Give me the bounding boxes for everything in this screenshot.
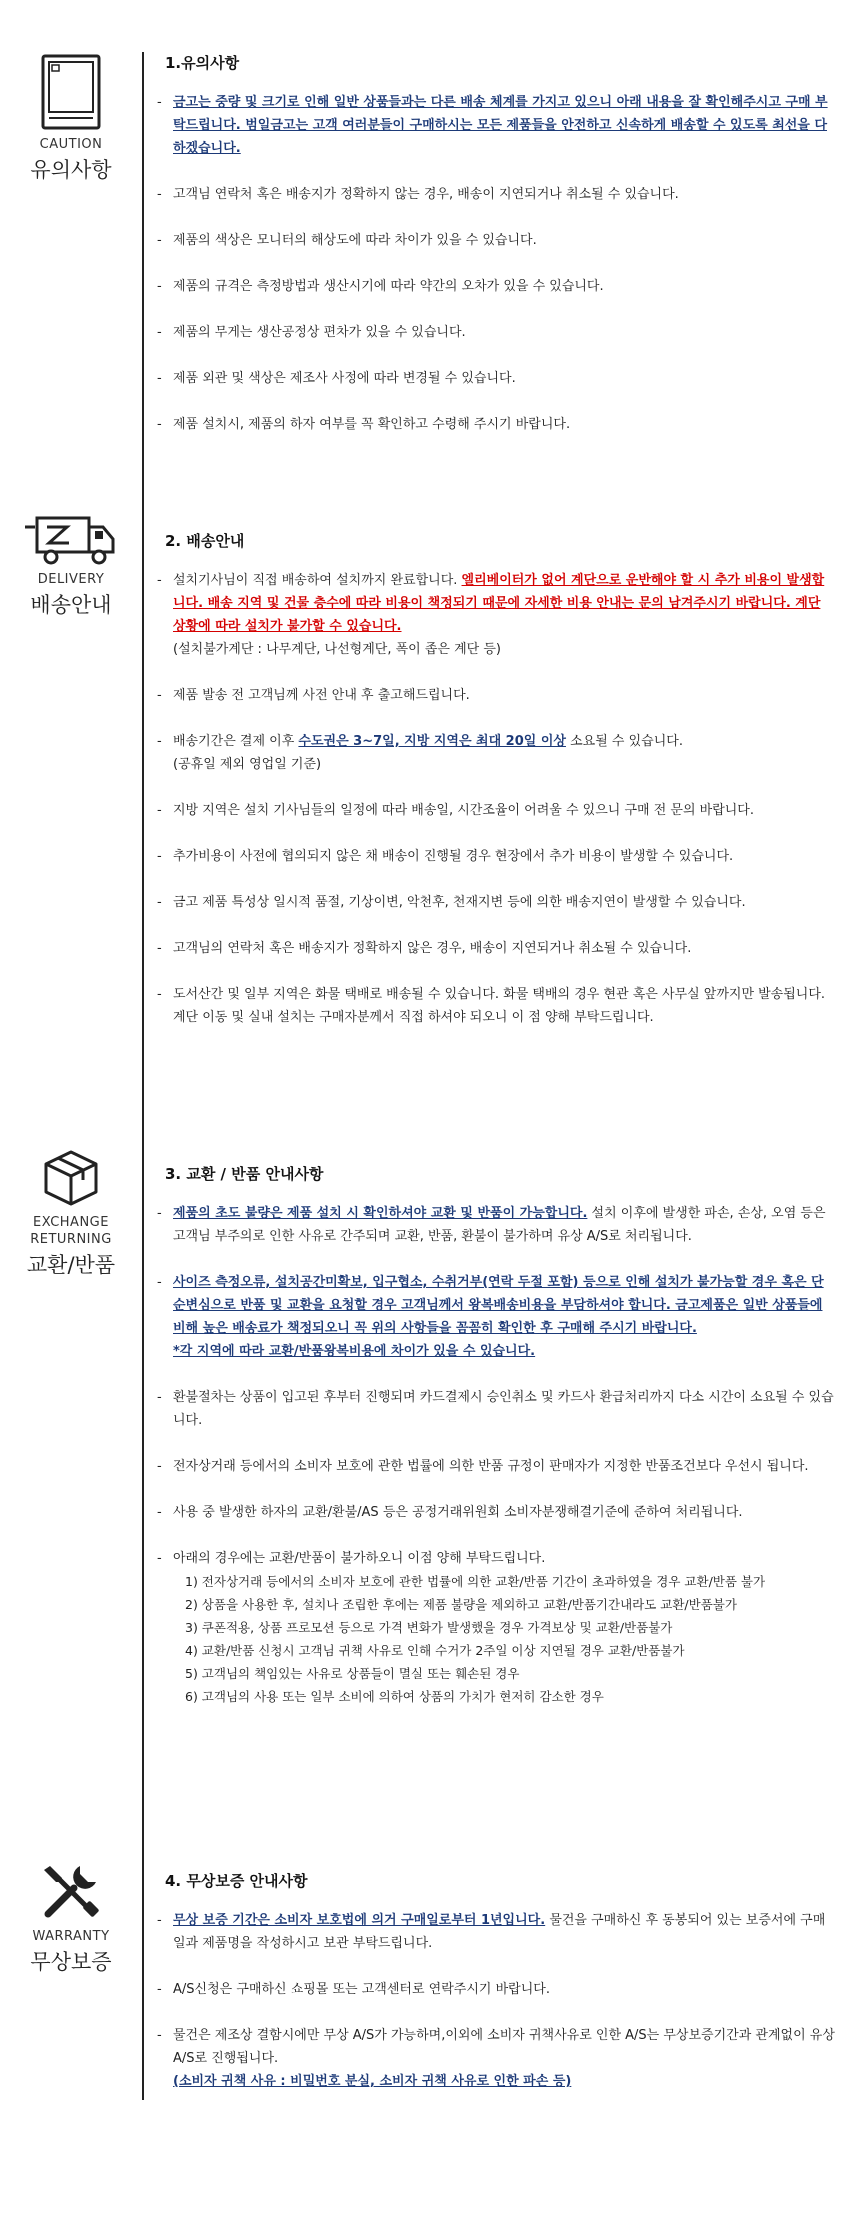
safe-icon bbox=[40, 54, 102, 130]
list-item: 1) 전자상거래 등에서의 소비자 보호에 관한 법률에 의한 교환/반품 기간이 초과하였을 경우 교환/반품 불가 bbox=[185, 1574, 766, 1589]
caution-title: 1.유의사항 bbox=[165, 54, 240, 72]
delivery-label-en: DELIVERY bbox=[37, 572, 105, 587]
list-item: - 물건은 제조상 결함시에만 무상 A/S가 가능하며,이외에 소비자 귀책사유로 인한 A/S는 무상보증기간과 관계없이 유상 A/S로 진행됩니다. (소비자 귀책 사유 : 비밀번호 분실, 소비자 귀책 사유로 인한 파손 등) bbox=[155, 2024, 835, 2093]
list-item: 6) 고객님의 사용 또는 일부 소비에 의하여 상품의 가치가 현저히 감소한 경우 bbox=[185, 1689, 604, 1704]
list-item: - 무상 보증 기간은 소비자 보호법에 의거 구매일로부터 1년입니다. 물건을 구매하신 후 동봉되어 있는 보증서에 구매일과 제품명을 작성하시고 보관 부탁드립니다. bbox=[155, 1909, 835, 1955]
list-item: - 고객님 연락처 혹은 배송지가 정확하지 않는 경우, 배송이 지연되거나 취소될 수 있습니다. bbox=[155, 183, 835, 206]
warranty-label-en: WARRANTY bbox=[32, 1929, 110, 1944]
list-item: 5) 고객님의 책임있는 사유로 상품들이 멸실 또는 훼손된 경우 bbox=[185, 1666, 520, 1681]
exchange-label-en2: RETURNING bbox=[30, 1232, 112, 1247]
divider-line bbox=[142, 52, 144, 2100]
delivery-label-ko: 배송안내 bbox=[30, 593, 112, 617]
truck-icon bbox=[25, 515, 117, 565]
list-item: - 추가비용이 사전에 협의되지 않은 채 배송이 진행될 경우 현장에서 추가 비용이 발생할 수 있습니다. bbox=[155, 845, 835, 868]
exchange-label-en1: EXCHANGE bbox=[33, 1215, 109, 1230]
warranty-title: 4. 무상보증 안내사항 bbox=[165, 1872, 308, 1890]
warranty-section bbox=[155, 1870, 835, 2116]
list-item: - 사이즈 측정오류, 설치공간미확보, 입구협소, 수취거부(연락 두절 포함) 등으로 인해 설치가 불가능할 경우 혹은 단순변심으로 반품 및 교환을 요청할 경우 고객님께서 왕복배송비용을 부담하셔야 합니다. 금고제품은 일반 상품들에 비해 높은 배송료가 책정되오니 꼭 위의 사항들을 꼼꼼히 확인한 후 구매해 주시기 바랍니다. *각 지역에 따라 교환/반품왕복비용에 차이가 있을 수 있습니다. bbox=[155, 1271, 835, 1363]
list-item: - 환불절차는 상품이 입고된 후부터 진행되며 카드결제시 승인취소 및 카드사 환급처리까지 다소 시간이 소요될 수 있습니다. bbox=[155, 1386, 835, 1432]
list-item: - 설치기사님이 직접 배송하여 설치까지 완료합니다. 엘리베이터가 없어 계단으로 운반해야 할 시 추가 비용이 발생합니다. 배송 지역 및 건물 층수에 따라 비용이 책정되기 때문에 자세한 비용 안내는 문의 남겨주시기 바랍니다. 계단 상황에 따라 설치가 불가할 수 있습니다. (설치불가계단 : 나무계단, 나선형계단, 폭이 좁은 계단 등) bbox=[155, 569, 835, 661]
exchange-side bbox=[0, 1148, 142, 1278]
list-item: - 아래의 경우에는 교환/반품이 불가하오니 이점 양해 부탁드립니다. 1) 전자상거래 등에서의 소비자 보호에 관한 법률에 의한 교환/반품 기간이 초과하였을 경우 교환/반품 불가 2) 상품을 사용한 후, 설치나 조립한 후에는 제품 불량을 제외하고 교환/반품기간내라도 교환/반품불가 3) 쿠폰적용, 상품 프로모션 등으로 가격 변화가 발생했을 경우 가격보상 및 교환/반품불가 4) 교환/반품 신청시 고객님 귀책 사유로 인해 수거가 2주일 이상 지연될 경우 교환/반품불가 5) 고객님의 책임있는 사유로 상품들이 멸실 또는 훼손된 경우 6) 고객님의 사용 또는 일부 소비에 의하여 상품의 가치가 현저히 감소한 경우 bbox=[155, 1547, 835, 1708]
list-item: - 제품의 초도 불량은 제품 설치 시 확인하셔야 교환 및 반품이 가능합니다. 설치 이후에 발생한 파손, 손상, 오염 등은 고객님 부주의로 인한 사유로 간주되며 교환, 반품, 환불이 불가하며 유상 A/S로 처리됩니다. bbox=[155, 1202, 835, 1248]
list-item: - 제품 발송 전 고객님께 사전 안내 후 출고해드립니다. bbox=[155, 684, 835, 707]
delivery-side bbox=[0, 515, 142, 618]
caution-label-ko: 유의사항 bbox=[30, 158, 112, 182]
list-item: 3) 쿠폰적용, 상품 프로모션 등으로 가격 변화가 발생했을 경우 가격보상 및 교환/반품불가 bbox=[185, 1620, 673, 1635]
exchange-label-ko: 교환/반품 bbox=[26, 1253, 116, 1277]
list-item: - 제품의 무게는 생산공정상 편차가 있을 수 있습니다. bbox=[155, 321, 835, 344]
list-item: - 전자상거래 등에서의 소비자 보호에 관한 법률에 의한 반품 규정이 판매자가 지정한 반품조건보다 우선시 됩니다. bbox=[155, 1455, 835, 1478]
box-icon bbox=[41, 1148, 101, 1208]
list-item: - 금고는 중량 및 크기로 인해 일반 상품들과는 다른 배송 체계를 가지고 있으니 아래 내용을 잘 확인해주시고 구매 부탁드립니다. 범일금고는 고객 여러분들이 구매하시는 모든 제품들을 안전하고 신속하게 배송할 수 있도록 최선을 다하겠습니다. bbox=[155, 91, 835, 160]
delivery-title: 2. 배송안내 bbox=[165, 532, 245, 550]
caution-side bbox=[0, 54, 142, 183]
list-item: - 제품의 색상은 모니터의 해상도에 따라 차이가 있을 수 있습니다. bbox=[155, 229, 835, 252]
list-item: - 제품 설치시, 제품의 하자 여부를 꼭 확인하고 수령해 주시기 바랍니다. bbox=[155, 413, 835, 436]
list-item: - A/S신청은 구매하신 쇼핑몰 또는 고객센터로 연락주시기 바랍니다. bbox=[155, 1978, 835, 2001]
list-item: - 배송기간은 결제 이후 수도권은 3~7일, 지방 지역은 최대 20일 이상 소요될 수 있습니다. (공휴일 제외 영업일 기준) bbox=[155, 730, 835, 776]
exchange-title: 3. 교환 / 반품 안내사항 bbox=[165, 1165, 324, 1183]
list-item: 2) 상품을 사용한 후, 설치나 조립한 후에는 제품 불량을 제외하고 교환/반품기간내라도 교환/반품불가 bbox=[185, 1597, 737, 1612]
tools-icon bbox=[40, 1860, 102, 1922]
exchange-section bbox=[155, 1163, 835, 1731]
caution-label-en: CAUTION bbox=[39, 137, 103, 152]
list-item: - 고객님의 연락처 혹은 배송지가 정확하지 않은 경우, 배송이 지연되거나 취소될 수 있습니다. bbox=[155, 937, 835, 960]
list-item: - 금고 제품 특성상 일시적 품절, 기상이변, 악천후, 천재지변 등에 의한 배송지연이 발생할 수 있습니다. bbox=[155, 891, 835, 914]
warranty-label-ko: 무상보증 bbox=[30, 1950, 112, 1974]
warranty-side bbox=[0, 1860, 142, 1975]
list-item: - 제품의 규격은 측정방법과 생산시기에 따라 약간의 오차가 있을 수 있습니다. bbox=[155, 275, 835, 298]
list-item: - 사용 중 발생한 하자의 교환/환불/AS 등은 공정거래위원회 소비자분쟁해결기준에 준하여 처리됩니다. bbox=[155, 1501, 835, 1524]
list-item: - 도서산간 및 일부 지역은 화물 택배로 배송될 수 있습니다. 화물 택배의 경우 현관 혹은 사무실 앞까지만 발송됩니다. 계단 이동 및 실내 설치는 구매자분께서 직접 하셔야 되오니 이 점 양해 부탁드립니다. bbox=[155, 983, 835, 1029]
list-item: 4) 교환/반품 신청시 고객님 귀책 사유로 인해 수거가 2주일 이상 지연될 경우 교환/반품불가 bbox=[185, 1643, 685, 1658]
delivery-section bbox=[155, 530, 835, 1052]
list-item: - 지방 지역은 설치 기사님들의 일정에 따라 배송일, 시간조율이 어려울 수 있으니 구매 전 문의 바랍니다. bbox=[155, 799, 835, 822]
caution-section bbox=[155, 52, 835, 459]
list-item: - 제품 외관 및 색상은 제조사 사정에 따라 변경될 수 있습니다. bbox=[155, 367, 835, 390]
